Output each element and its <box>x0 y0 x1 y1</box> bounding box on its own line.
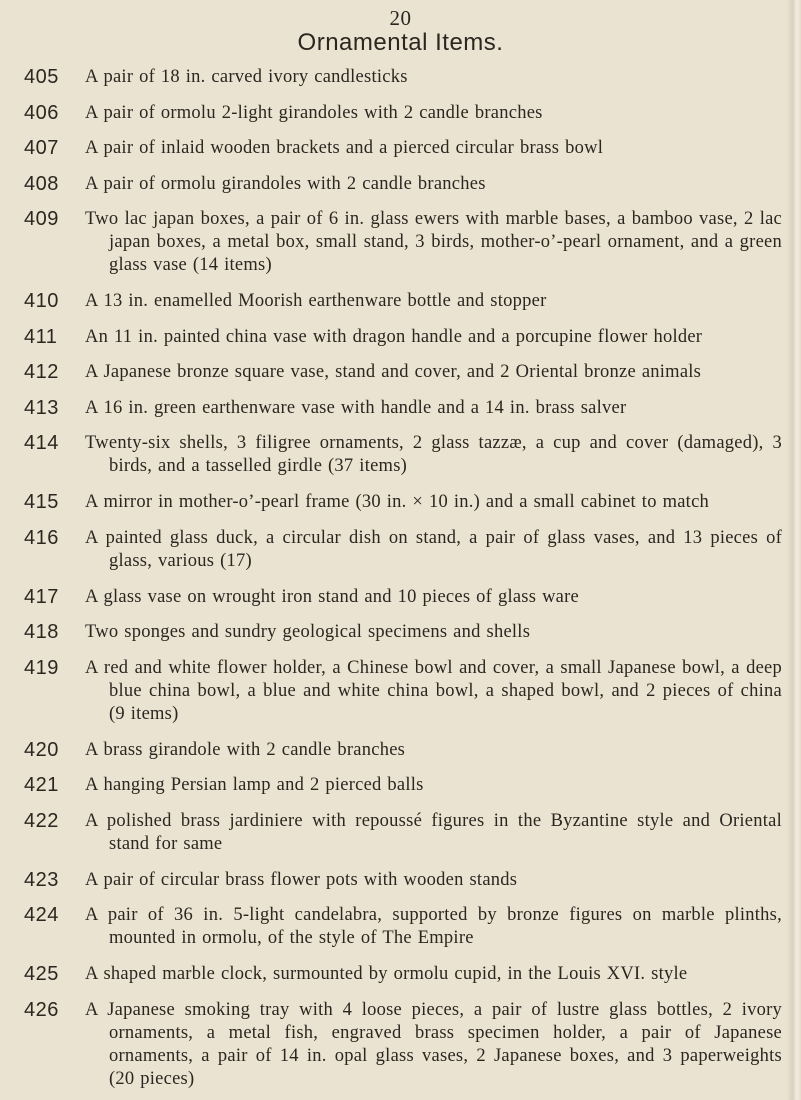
lot-number: 417 <box>24 586 59 608</box>
lot-number: 420 <box>24 739 59 761</box>
lot-number: 415 <box>24 491 59 513</box>
lot-number: 410 <box>24 290 59 312</box>
lot-number: 407 <box>24 137 59 159</box>
lot-description: A pair of circular brass flower pots with wooden stands <box>85 870 518 890</box>
lot-number: 419 <box>24 657 59 679</box>
lot-description: A glass vase on wrought iron stand and 10 pieces of glass ware <box>85 587 580 607</box>
lot-description: A painted glass duck, a circular dish on stand, a pair of glass vases, and 13 pieces of glass, various (17) <box>85 528 782 571</box>
lot-number: 421 <box>24 774 59 796</box>
lot-number: 416 <box>24 527 59 549</box>
lot-number: 413 <box>24 397 59 419</box>
lot-description: A pair of ormolu 2-light girandoles with 2 candle branches <box>85 103 543 123</box>
lot-description: A polished brass jardiniere with repoussé figures in the Byzantine style and Oriental stand for same <box>85 811 782 854</box>
lot-description: A pair of ormolu girandoles with 2 candle branches <box>85 174 486 194</box>
page-number: 20 <box>389 6 412 30</box>
lot-description: A pair of 36 in. 5-light candelabra, supported by bronze figures on marble plinths, mounted in ormolu, of the style of The Empire <box>85 905 782 948</box>
lot-description: A red and white flower holder, a Chinese bowl and cover, a small Japanese bowl, a deep blue china bowl, a blue and white china bowl, a shaped bowl, and 2 pieces of china (9 items) <box>85 658 782 724</box>
lot-description: A 13 in. enamelled Moorish earthenware bottle and stopper <box>85 291 547 311</box>
page-edge <box>787 0 801 1100</box>
lot-description: A Japanese bronze square vase, stand and cover, and 2 Oriental bronze animals <box>85 362 702 382</box>
lot-number: 411 <box>24 326 58 348</box>
lot-description: A 16 in. green earthenware vase with handle and a 14 in. brass salver <box>85 398 627 418</box>
lot-number: 414 <box>24 432 59 454</box>
lot-number: 409 <box>24 208 59 230</box>
lot-number: 408 <box>24 173 59 195</box>
lot-description: A brass girandole with 2 candle branches <box>85 740 406 760</box>
lot-description: A pair of 18 in. carved ivory candlesticks <box>85 67 408 87</box>
lot-number: 426 <box>24 999 59 1021</box>
lot-number: 406 <box>24 102 59 124</box>
lot-number: 424 <box>24 904 59 926</box>
lot-number: 412 <box>24 361 59 383</box>
lot-description: A Japanese smoking tray with 4 loose pieces, a pair of lustre glass bottles, 2 ivory ornaments, a metal fish, engraved brass specimen holder, a pair of Japanese ornaments, a pair of 14 in. opal glass vases, 2 Japanese boxes, and 3 paperweights (20 pieces) <box>85 1000 782 1089</box>
lot-number: 405 <box>24 66 59 88</box>
lot-number: 423 <box>24 869 59 891</box>
lot-description: A mirror in mother-o’-pearl frame (30 in. × 10 in.) and a small cabinet to match <box>85 492 710 512</box>
lot-description: A shaped marble clock, surmounted by ormolu cupid, in the Louis XVI. style <box>85 964 688 984</box>
section-title: Ornamental Items. <box>297 29 504 56</box>
lot-description: Two lac japan boxes, a pair of 6 in. glass ewers with marble bases, a bamboo vase, 2 lac japan boxes, a metal box, small stand, 3 birds, mother-o’-pearl ornament, and a green glass vase (14 items) <box>85 209 782 275</box>
lot-number: 425 <box>24 963 59 985</box>
lot-description: A pair of inlaid wooden brackets and a pierced circular brass bowl <box>85 138 604 158</box>
lot-number: 418 <box>24 621 59 643</box>
lot-description: An 11 in. painted china vase with dragon handle and a porcupine flower holder <box>85 327 703 347</box>
lot-description: A hanging Persian lamp and 2 pierced balls <box>85 775 424 795</box>
lot-number: 422 <box>24 810 59 832</box>
lot-description: Two sponges and sundry geological specimens and shells <box>85 622 531 642</box>
lot-description: Twenty-six shells, 3 filigree ornaments, 2 glass tazzæ, a cup and cover (damaged), 3 birds, and a tasselled girdle (37 items) <box>85 433 782 476</box>
